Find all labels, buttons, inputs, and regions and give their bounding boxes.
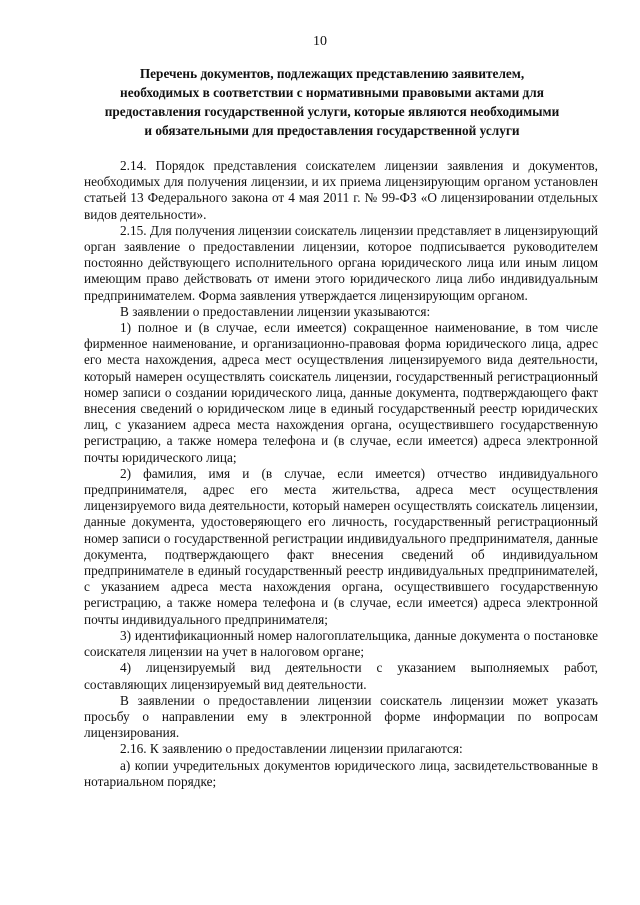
document-body bbox=[84, 158, 598, 790]
paragraph-2-16: 2.16. К заявлению о предоставлении лицензии прилагаются: bbox=[120, 741, 463, 757]
list-item-1: 1) полное и (в случае, если имеется) сокращенное наименование, в том числе фирменное наименование, и организационно-правовая форма юридического лица, адрес его места нахождения, адреса мест осуществления лицензируемого вида деятельности, который намерен осуществлять соискатель лицензии, государственный регистрационный номер записи о создании юридического лица, данные документа, подтверждающего факт внесения сведений о юридическом лице в единый государственный реестр юридических лиц, с указанием адреса места нахождения органа, осуществившего государственную регистрацию, а также номера телефона и (в случае, если имеется) адреса электронной почты юридического лица; bbox=[84, 320, 598, 465]
paragraph-electronic-request: В заявлении о предоставлении лицензии соискатель лицензии может указать просьбу о направлении ему в электронной форме информации по вопросам лицензирования. bbox=[84, 692, 598, 741]
list-item-4: 4) лицензируемый вид деятельности с указанием выполняемых работ, составляющих лицензируемый вид деятельности. bbox=[84, 660, 598, 692]
section-heading: Перечень документов, подлежащих представлению заявителем, необходимых в соответствии с нормативными правовыми актами для предоставления государственной услуги, которые являются необходимыми и обязательными для предоставления государственной услуги bbox=[104, 66, 560, 138]
list-item-3: 3) идентификационный номер налогоплательщика, данные документа о постановке соискателя лицензии на учет в налоговом органе; bbox=[84, 627, 598, 660]
paragraph-application-contents-intro: В заявлении о предоставлении лицензии указываются: bbox=[120, 303, 431, 319]
list-item-2: 2) фамилия, имя и (в случае, если имеется) отчество индивидуального предпринимателя, адрес его места жительства, адреса мест осуществления лицензируемого вида деятельности, который намерен осуществлять соискатель лицензии, данные документа, удостоверяющего его личность, государственный регистрационный номер записи о государственной регистрации индивидуального предпринимателя, данные документа, подтверждающего факт внесения сведений об индивидуальном предпринимателе в единый государственный реестр индивидуальных предпринимателей, с указанием адреса места нахождения органа, осуществившего государственную регистрацию, а также номера телефона и (в случае, если имеется) адреса электронной почты индивидуального предпринимателя; bbox=[84, 465, 598, 627]
paragraph-2-14: 2.14. Порядок представления соискателем лицензии заявления и документов, необходимых для получения лицензии, и их приема лицензирующим органом установлен статьей 13 Федерального закона от 4 мая 2011 г. № 99-ФЗ «О лицензировании отдельных видов деятельности». bbox=[84, 158, 598, 222]
paragraph-2-15: 2.15. Для получения лицензии соискатель лицензии представляет в лицензирующий орган заявление о предоставлении лицензии, которое подписывается руководителем постоянно действующего исполнительного органа юридического лица или иным лицом имеющим право действовать от имени этого юридического лица либо индивидуальным предпринимателем. Форма заявления утверждается лицензирующим органом. bbox=[84, 222, 599, 303]
list-item-a: а) копии учредительных документов юридического лица, засвидетельствованные в нотариальном порядке; bbox=[84, 757, 598, 789]
page-number: 10 bbox=[313, 34, 327, 49]
